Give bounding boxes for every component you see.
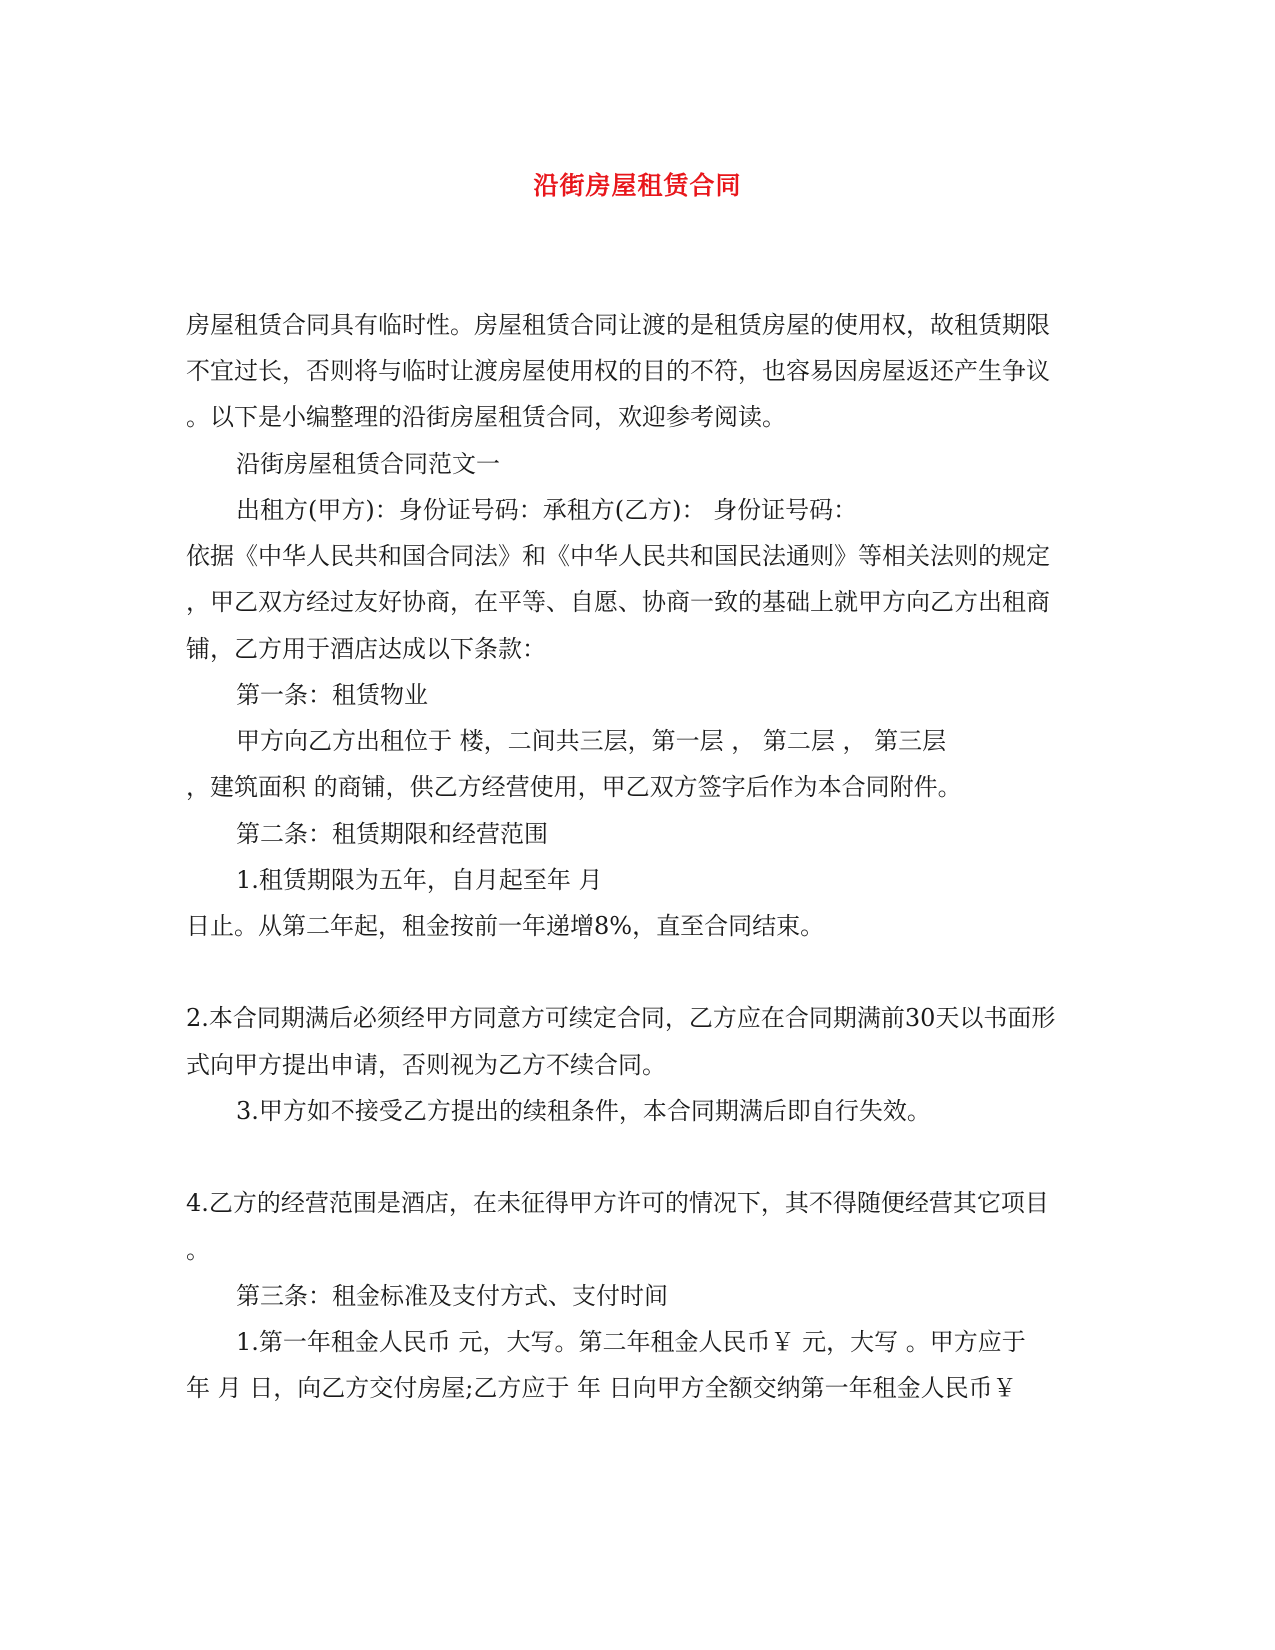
text-line: ，甲乙双方经过友好协商，在平等、自愿、协商一致的基础上就甲方向乙方出租商 — [186, 588, 1050, 616]
text-line: 铺，乙方用于酒店达成以下条款： — [186, 635, 546, 663]
article-heading: 第三条：租金标准及支付方式、支付时间 — [236, 1282, 668, 1310]
text-line: 式向甲方提出申请，否则视为乙方不续合同。 — [186, 1051, 666, 1079]
text-line: 3.甲方如不接受乙方提出的续租条件，本合同期满后即自行失效。 — [236, 1097, 931, 1125]
document-title: 沿街房屋租赁合同 — [533, 171, 742, 200]
text-line: 日止。从第二年起，租金按前一年递增8%，直至合同结束。 — [186, 912, 825, 940]
text-line: 1.租赁期限为五年，自月起至年 月 — [236, 866, 603, 894]
text-line: 4.乙方的经营范围是酒店，在未征得甲方许可的情况下，其不得随便经营其它项目 — [186, 1189, 1049, 1217]
text-line: 。 — [186, 1236, 210, 1264]
text-line: 出租方(甲方)：身份证号码：承租方(乙方)： 身份证号码： — [236, 496, 858, 524]
text-line: ，建筑面积 的商铺，供乙方经营使用，甲乙双方签字后作为本合同附件。 — [186, 773, 962, 801]
text-line: 1.第一年租金人民币 元，大写。第二年租金人民币￥ 元，大写 。甲方应于 — [236, 1328, 1026, 1356]
section-heading: 沿街房屋租赁合同范文一 — [236, 450, 500, 478]
text-line: 依据《中华人民共和国合同法》和《中华人民共和国民法通则》等相关法则的规定 — [186, 542, 1050, 570]
text-line: 房屋租赁合同具有临时性。房屋租赁合同让渡的是租赁房屋的使用权，故租赁期限 — [186, 311, 1050, 339]
text-line: 。以下是小编整理的沿街房屋租赁合同，欢迎参考阅读。 — [186, 403, 786, 431]
text-line: 年 月 日，向乙方交付房屋;乙方应于 年 日向甲方全额交纳第一年租金人民币￥ — [186, 1374, 1017, 1402]
text-line: 2.本合同期满后必须经甲方同意方可续定合同，乙方应在合同期满前30天以书面形 — [186, 1004, 1056, 1032]
article-heading: 第一条：租赁物业 — [236, 681, 428, 709]
text-line: 甲方向乙方出租位于 楼，二间共三层，第一层 ， 第二层 ， 第三层 — [236, 727, 947, 755]
article-heading: 第二条：租赁期限和经营范围 — [236, 820, 548, 848]
text-line: 不宜过长，否则将与临时让渡房屋使用权的目的不符，也容易因房屋返还产生争议 — [186, 357, 1050, 385]
